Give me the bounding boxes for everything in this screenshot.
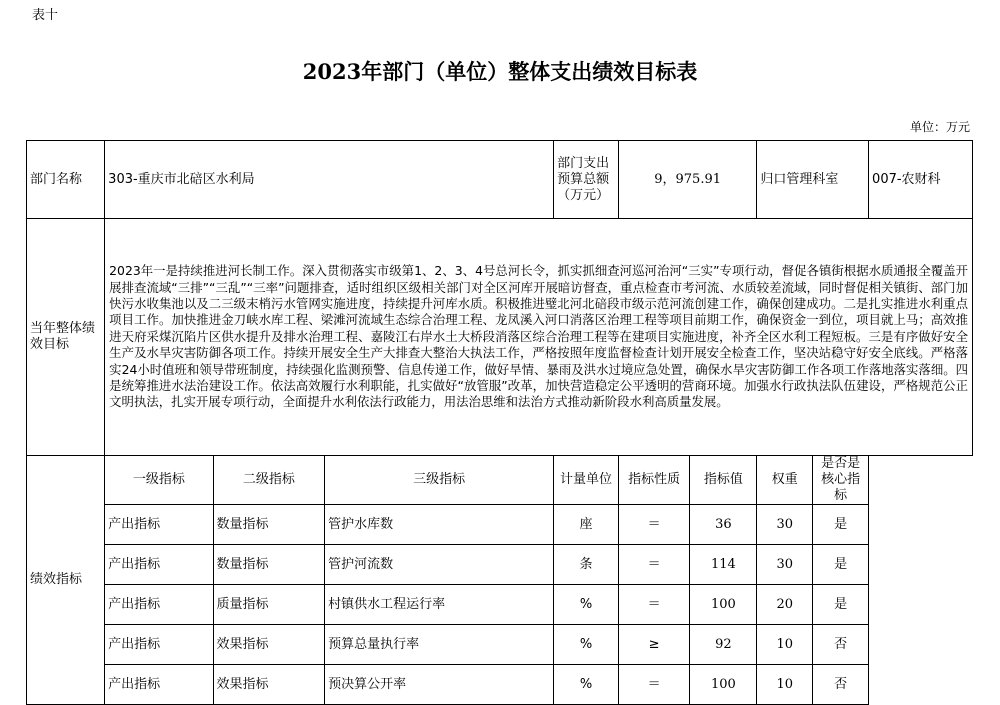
- table-row: [27, 625, 973, 665]
- table-number: 表十: [32, 8, 59, 23]
- indicators-label: 绩效指标: [27, 456, 105, 705]
- core-cell: 是: [813, 505, 869, 545]
- level3-cell: 村镇供水工程运行率: [325, 585, 554, 625]
- nature-cell: ＝: [618, 585, 689, 625]
- unit-cell: 条: [554, 545, 619, 585]
- level1-cell: 产出指标: [105, 505, 213, 545]
- level3-cell: 预算总量执行率: [325, 625, 554, 665]
- value-cell: 100: [690, 665, 757, 705]
- weight-cell: 30: [757, 545, 813, 585]
- budget-value: 9，975.91: [618, 141, 756, 219]
- value-cell: 36: [690, 505, 757, 545]
- department-row: [27, 141, 973, 219]
- dept-name-value: 303-重庆市北碚区水利局: [105, 141, 554, 219]
- header-level1: 一级指标: [105, 456, 213, 505]
- level3-cell: 预决算公开率: [325, 665, 554, 705]
- weight-cell: 10: [757, 665, 813, 705]
- office-label: 归口管理科室: [757, 141, 869, 219]
- header-core: 是否是核心指标: [813, 456, 869, 505]
- level2-cell: 效果指标: [213, 625, 325, 665]
- core-cell: 否: [813, 625, 869, 665]
- nature-cell: ＝: [618, 505, 689, 545]
- table-row: [27, 665, 973, 705]
- level2-cell: 效果指标: [213, 665, 325, 705]
- budget-label: 部门支出预算总额（万元）: [554, 141, 619, 219]
- table-row: [27, 545, 973, 585]
- value-cell: 100: [690, 585, 757, 625]
- header-weight: 权重: [757, 456, 813, 505]
- header-level3: 三级指标: [325, 456, 554, 505]
- header-level2: 二级指标: [213, 456, 325, 505]
- goal-row: [27, 219, 973, 456]
- core-cell: 否: [813, 665, 869, 705]
- level3-cell: 管护河流数: [325, 545, 554, 585]
- weight-cell: 10: [757, 625, 813, 665]
- indicator-header-row: [27, 456, 973, 505]
- level1-cell: 产出指标: [105, 545, 213, 585]
- header-value: 指标值: [690, 456, 757, 505]
- nature-cell: ＝: [618, 665, 689, 705]
- header-nature: 指标性质: [618, 456, 689, 505]
- unit-cell: %: [554, 585, 619, 625]
- level3-cell: 管护水库数: [325, 505, 554, 545]
- level2-cell: 数量指标: [213, 545, 325, 585]
- office-value: 007-农财科: [869, 141, 973, 219]
- level1-cell: 产出指标: [105, 665, 213, 705]
- weight-cell: 30: [757, 505, 813, 545]
- core-cell: 是: [813, 545, 869, 585]
- nature-cell: ≥: [618, 625, 689, 665]
- value-cell: 114: [690, 545, 757, 585]
- unit-cell: %: [554, 665, 619, 705]
- goal-label: 当年整体绩效目标: [27, 219, 105, 456]
- level1-cell: 产出指标: [105, 625, 213, 665]
- goal-text: 2023年一是持续推进河长制工作。深入贯彻落实市级第1、2、3、4号总河长令，抓实抓细查河巡河治河“三实”专项行动，督促各镇街根据水质通报全覆盖开展排查流域“三排”“三乱”“三率”问题排查，适时组织区级相关部门对全区河库开展暗访督查，重点检查市考河流、水质较差流域，同时督促相关镇街、部门加快污水收集池以及二三级末梢污水管网实施进度，持续提升河库水质。积极推进璧北河北碚段市级示范河流创建工作，确保创建成功。二是扎实推进水利重点项目工作。加快推进金刀峡水库工程、梁滩河流域生态综合治理工程、龙凤溪入河口消落区治理工程等项目前期工作，确保资金一到位，项目就上马；高效推进天府采煤沉陷片区供水提升及排水治理工程、嘉陵江右岸水土大桥段消落区综合治理工程等在建项目实施进度，补齐全区水利工程短板。三是有序做好安全生产及水旱灾害防御各项工作。持续开展安全生产大排查大整治大执法工作，严格按照年度监督检查计划开展安全检查工作，坚决站稳守好安全底线。严格落实24小时值班和领导带班制度，持续强化监测预警、信息传递工作，做好旱情、暴雨及洪水过境应急处置，确保水旱灾害防御工作各项工作落地落实落细。四是统筹推进水法治建设工作。依法高效履行水利职能，扎实做好“放管服”改革，加快营造稳定公平透明的营商环境。加强水行政执法队伍建设，严格规范公正文明执法，扎实开展专项行动，全面提升水利依法行政能力，用法治思维和法治方式推动新阶段水利高质量发展。: [105, 219, 973, 456]
- table-row: [27, 505, 973, 545]
- core-cell: 是: [813, 585, 869, 625]
- unit-label: 单位：万元: [909, 120, 970, 134]
- value-cell: 92: [690, 625, 757, 665]
- page-title: 2023年部门（单位）整体支出绩效目标表: [302, 59, 698, 84]
- performance-table: [26, 140, 973, 705]
- level1-cell: 产出指标: [105, 585, 213, 625]
- nature-cell: ＝: [618, 545, 689, 585]
- level2-cell: 质量指标: [213, 585, 325, 625]
- unit-cell: %: [554, 625, 619, 665]
- header-unit: 计量单位: [554, 456, 619, 505]
- level2-cell: 数量指标: [213, 505, 325, 545]
- dept-name-label: 部门名称: [27, 141, 105, 219]
- table-row: [27, 585, 973, 625]
- unit-cell: 座: [554, 505, 619, 545]
- weight-cell: 20: [757, 585, 813, 625]
